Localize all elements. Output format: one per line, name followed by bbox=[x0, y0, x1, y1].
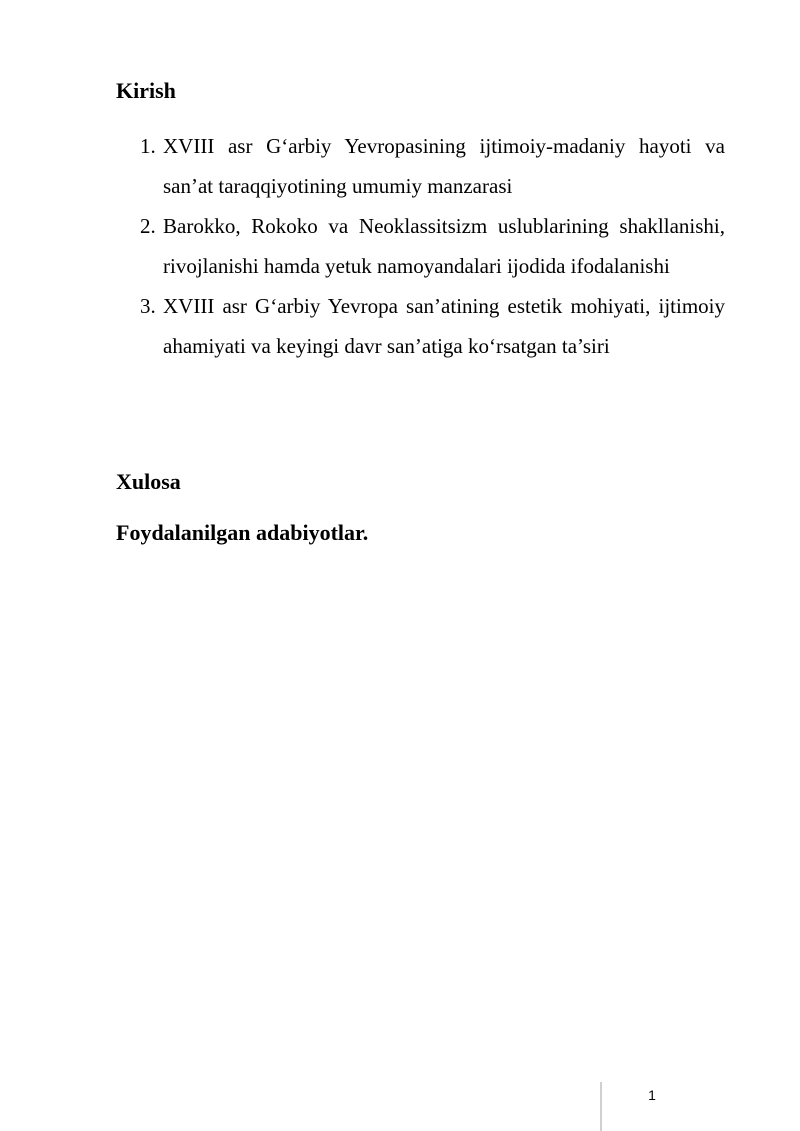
toc-item-number: 1. bbox=[140, 134, 156, 158]
toc-item-2 bbox=[140, 206, 725, 286]
intro-heading: Kirish bbox=[116, 78, 176, 103]
toc-item-number: 2. bbox=[140, 214, 156, 238]
toc-item-3 bbox=[140, 286, 725, 366]
references-heading: Foydalanilgan adabiyotlar. bbox=[116, 520, 369, 545]
toc-item-text: XVIII asr G‘arbiy Yevropa san’atining estetik mohiyati, ijtimoiy ahamiyati va keyingi davr san’atiga ko‘rsatgan ta’siri bbox=[163, 294, 725, 358]
toc-item-text: Barokko, Rokoko va Neoklassitsizm uslublarining shakllanishi, rivojlanishi hamda yetuk namoyandalari ijodida ifodalanishi bbox=[163, 214, 725, 278]
conclusion-heading: Xulosa bbox=[116, 469, 181, 494]
toc-item-text: XVIII asr G‘arbiy Yevropasining ijtimoiy-madaniy hayoti va san’at taraqqiyotining umumiy manzarasi bbox=[163, 134, 725, 198]
table-of-contents bbox=[140, 126, 725, 366]
toc-item-1 bbox=[140, 126, 725, 206]
page-number: 1 bbox=[648, 1087, 656, 1103]
footer-divider bbox=[600, 1082, 602, 1131]
toc-item-number: 3. bbox=[140, 294, 156, 318]
